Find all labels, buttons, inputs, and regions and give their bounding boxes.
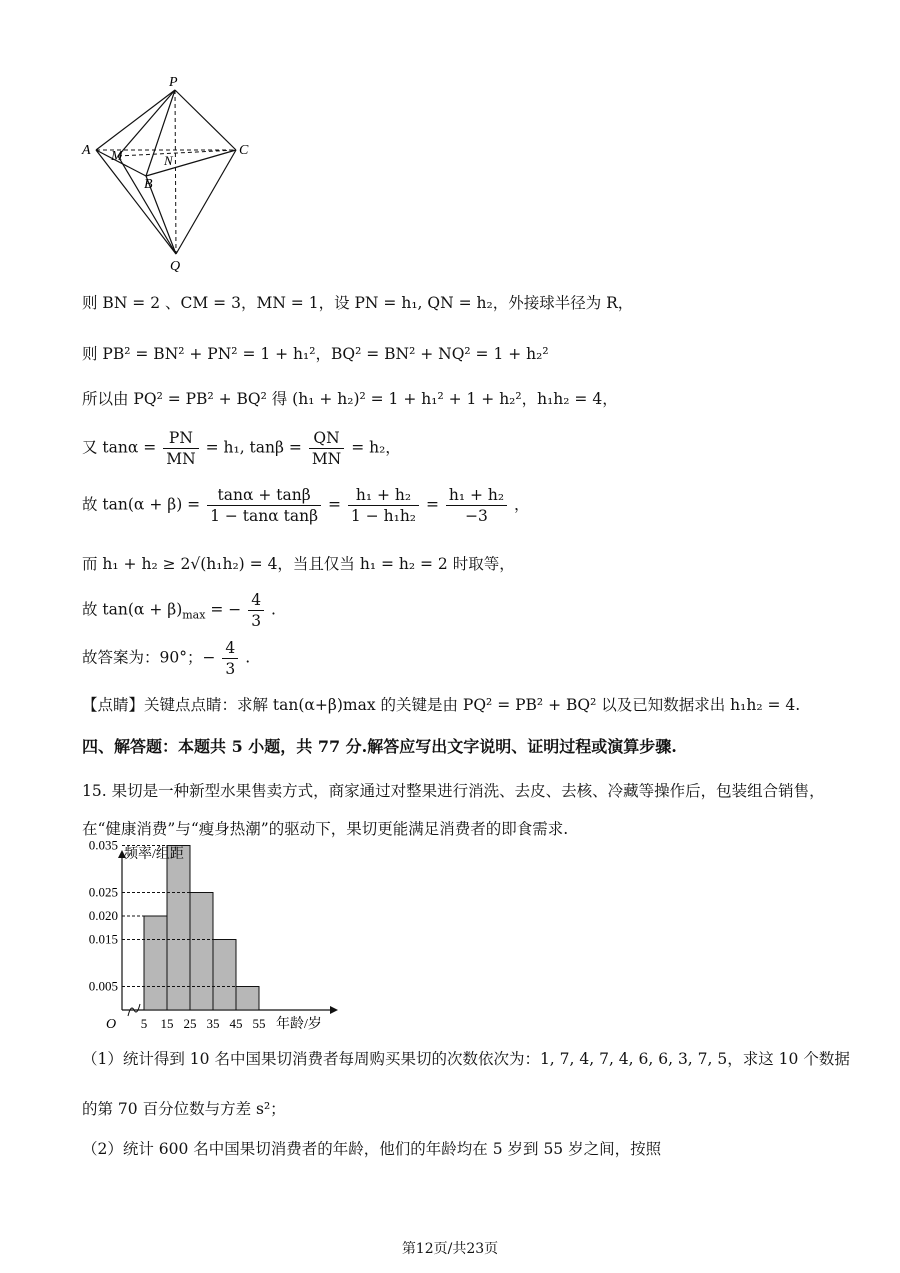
question-2-line: （2）统计 600 名中国果切消费者的年龄，他们的年龄均在 5 岁到 55 岁之间，按照: [82, 1140, 662, 1158]
label-Q: Q: [170, 259, 181, 274]
question-1-line-1: （1）统计得到 10 名中国果切消费者每周购买果切的次数依次为：1, 7, 4, 7, 4, 6, 6, 3, 7, 5，求这 10 个数据: [82, 1050, 850, 1068]
y-axis-label: 频率/组距: [124, 847, 184, 862]
x-tick-label: 45: [229, 1016, 243, 1031]
fraction-h-over-neg3: [446, 485, 507, 526]
frac-den: 1 − tanα tanβ: [210, 507, 319, 525]
l7-prefix: 故 tan(α + β): [82, 600, 183, 619]
histogram-bar: [190, 893, 213, 1011]
histogram-bar: [213, 940, 236, 1011]
frac-num: PN: [163, 428, 198, 449]
fraction-h-sum: [348, 485, 419, 526]
fraction-4-3: [222, 638, 238, 679]
tetrahedron-figure: [78, 72, 278, 274]
y-tick-label: 0.025: [88, 884, 118, 900]
solution-line-3: 所以由 PQ² = PB² + BQ² 得 (h₁ + h₂)² = 1 + h₁² + 1 + h₂²，h₁h₂ = 4，: [82, 390, 618, 408]
origin-label: O: [106, 1017, 117, 1032]
axis-break-mark: [128, 1004, 140, 1016]
label-C: C: [239, 143, 249, 158]
l5-suffix: ，: [514, 495, 530, 514]
age-histogram: [80, 837, 350, 1032]
x-tick-label: 35: [206, 1016, 220, 1031]
label-M: M: [111, 149, 123, 164]
problem-15-line-1: 15. 果切是一种新型水果售卖方式，商家通过对整果进行消洗、去皮、去核、冷藏等操作后，包装组合销售，: [82, 782, 825, 800]
y-tick-label: 0.035: [88, 837, 118, 853]
problem-15-line-2: 在“健康消费”与“瘦身热潮”的驱动下，果切更能满足消费者的即食需求.: [82, 820, 569, 838]
solution-line-6: 而 h₁ + h₂ ≥ 2√(h₁h₂) = 4，当且仅当 h₁ = h₂ = 2 时取等，: [82, 555, 515, 573]
solution-line-2: 则 PB² = BN² + PN² = 1 + h₁²，BQ² = BN² + NQ² = 1 + h₂²: [82, 345, 549, 363]
l4-mid: = h₁, tanβ =: [205, 438, 302, 457]
frac-num: QN: [309, 428, 344, 449]
x-tick-label: 5: [140, 1016, 148, 1031]
x-tick-label: 15: [160, 1016, 174, 1031]
x-axis-label: 年龄/岁: [276, 1017, 322, 1032]
frac-den: −3: [465, 507, 488, 525]
key-point-note: 【点睛】关键点点睛：求解 tan(α+β)max 的关键是由 PQ² = PB² + BQ² 以及已知数据求出 h₁h₂ = 4.: [82, 696, 801, 714]
fraction-pn-mn: [163, 428, 198, 469]
fraction-4-3: [248, 590, 264, 631]
label-A: A: [82, 143, 91, 158]
label-B: B: [144, 177, 153, 192]
label-N: N: [164, 153, 173, 168]
l7-sub: max: [182, 608, 206, 622]
section-heading: 四、解答题：本题共 5 小题，共 77 分.解答应写出文字说明、证明过程或演算步骤.: [82, 737, 677, 756]
l8-prefix: 故答案为：90°；−: [82, 648, 216, 667]
y-tick-label: 0.015: [88, 931, 118, 947]
l8-suffix: .: [245, 648, 251, 667]
question-1-line-2: 的第 70 百分位数与方差 s²；: [82, 1100, 286, 1118]
x-tick-label: 25: [183, 1016, 197, 1031]
l4-suffix: = h₂，: [351, 438, 401, 457]
frac-den: 3: [225, 660, 236, 678]
frac-num: 4: [248, 590, 264, 611]
solution-line-8: [82, 638, 250, 679]
solution-line-1: 则 BN = 2 、CM = 3，MN = 1，设 PN = h₁, QN = h₂，外接球半径为 R，: [82, 294, 634, 312]
frac-num: 4: [222, 638, 238, 659]
l7-eq: = −: [205, 600, 242, 619]
x-axis-arrow: [330, 1006, 338, 1014]
histogram-bar: [144, 916, 167, 1010]
l5-prefix: 故 tan(α + β) =: [82, 495, 201, 514]
l7-suffix: .: [271, 600, 276, 619]
solution-line-7: [82, 590, 276, 631]
frac-num: h₁ + h₂: [446, 485, 507, 506]
fraction-tan-sum: [207, 485, 321, 526]
x-tick-label: 55: [252, 1016, 266, 1031]
histogram-bar: [236, 987, 259, 1011]
histogram-bar: [167, 846, 190, 1011]
l4-prefix: 又 tanα =: [82, 438, 157, 457]
page-footer: 第12页/共23页: [401, 1241, 499, 1257]
solution-line-5: 故 tan(α + β) = $\frac{\tan\alpha + \tan\beta}{\text{1 − tanα tanβ}}$ = $\frac{\text{h₁ + h₂}}{\text{1 − h₁h₂}}$ = $\frac{\text{h₁ + h₂}}{-3}$ ，: [82, 486, 530, 525]
fraction-qn-mn: [309, 428, 344, 469]
frac-den: MN: [166, 450, 196, 468]
y-tick-label: 0.005: [88, 978, 118, 994]
frac-den: 1 − h₁h₂: [350, 507, 417, 525]
y-tick-label: 0.020: [88, 908, 118, 923]
frac-den: MN: [311, 450, 342, 468]
frac-num: h₁ + h₂: [348, 485, 419, 506]
frac-den: 3: [251, 612, 262, 630]
solution-line-4: [82, 428, 401, 469]
frac-num: tanα + tanβ: [207, 485, 321, 506]
label-P: P: [169, 75, 178, 90]
